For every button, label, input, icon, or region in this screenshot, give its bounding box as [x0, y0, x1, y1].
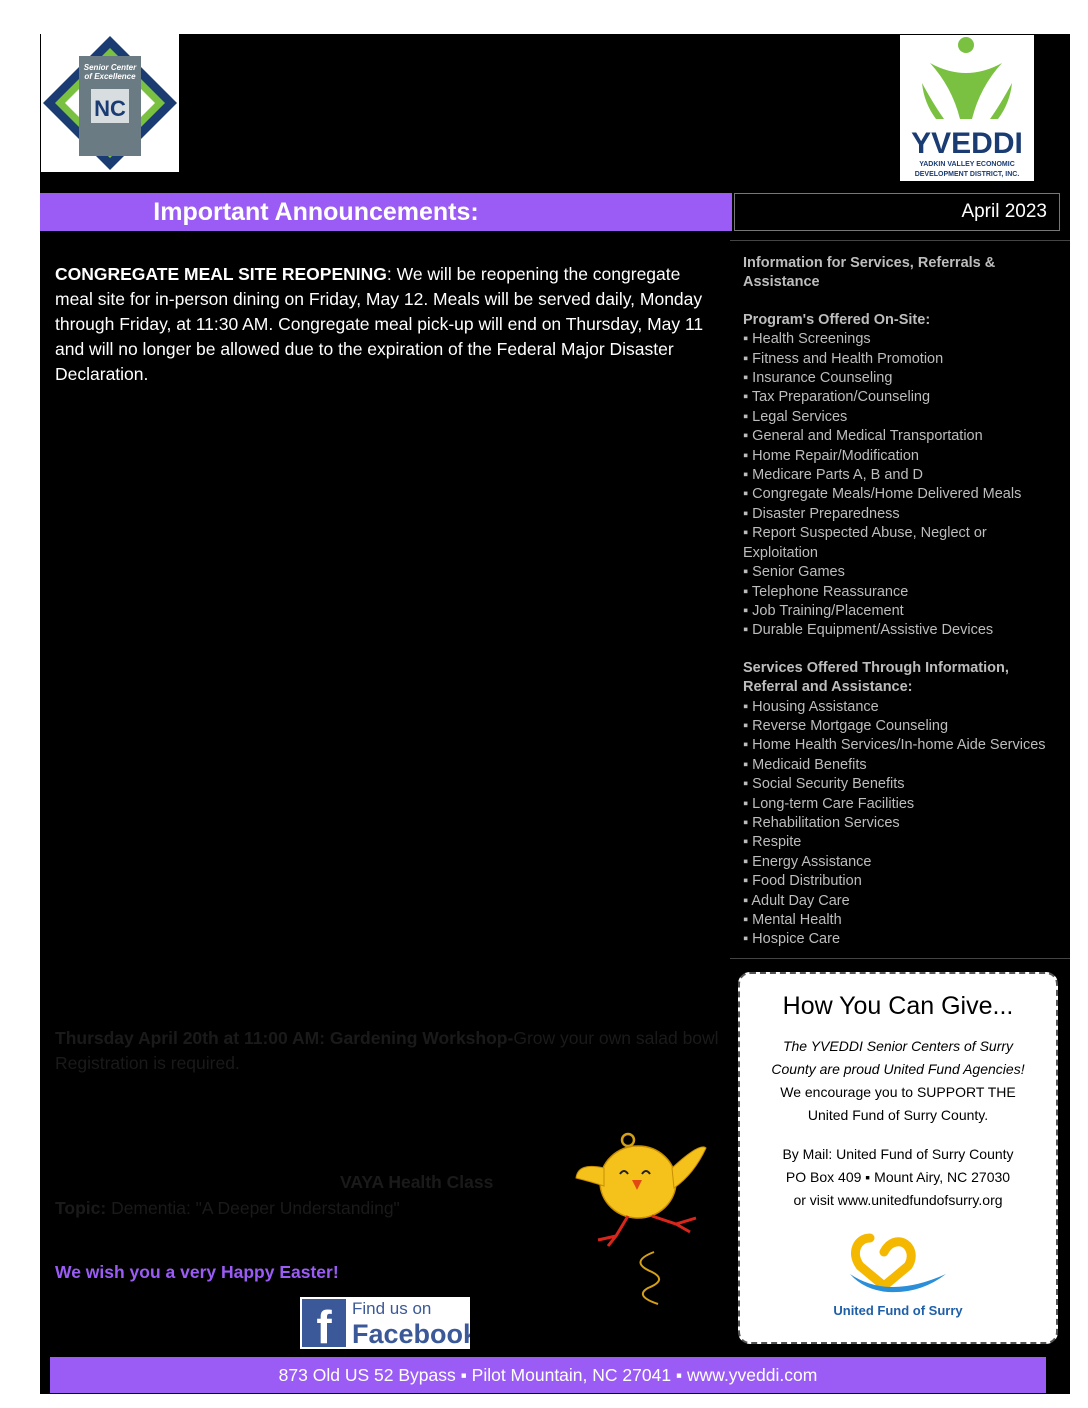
logo-text-1: Senior Center — [83, 63, 137, 72]
give-paragraph — [740, 1035, 1056, 1127]
yveddi-sub-1: YADKIN VALLEY ECONOMIC — [919, 161, 1015, 168]
referral-item: ▪ Mental Health — [743, 912, 842, 928]
onsite-heading: Program's Offered On-Site: — [743, 311, 931, 328]
vaya-topic-label: Topic: — [55, 1198, 107, 1218]
announcement-lead: CONGREGATE MEAL SITE REOPENING — [55, 264, 387, 284]
garden-body: Grow your own salad bowl — [513, 1028, 719, 1048]
referral-item: ▪ Medicaid Benefits — [743, 756, 867, 773]
easter-greeting: We wish you a very Happy Easter! — [55, 1262, 339, 1282]
referral-item: ▪ Home Health Services/In-home Aide Services — [743, 737, 1046, 754]
referral-item: ▪ Reverse Mortgage Counseling — [743, 717, 949, 734]
referral-item: ▪ Housing Assistance — [743, 698, 879, 715]
vaya-topic-text: Dementia: "A Deeper Understanding" — [106, 1198, 400, 1218]
give-mail-info — [740, 1143, 1056, 1212]
onsite-item: ▪ Home Repair/Modification — [743, 447, 919, 464]
announcements-title: Important Announcements: — [153, 197, 479, 226]
referral-item: ▪ Social Security Benefits — [743, 776, 905, 793]
meal-site-announcement — [55, 262, 720, 387]
facebook-badge[interactable] — [300, 1297, 470, 1349]
logo-nc: NC — [94, 96, 126, 121]
give-title: How You Can Give... — [782, 992, 1014, 1020]
yveddi-name: YVEDDI — [911, 127, 1023, 160]
easter-chick-icon — [568, 1112, 718, 1322]
issue-date: April 2023 — [961, 201, 1047, 222]
onsite-item: ▪ Durable Equipment/Assistive Devices — [743, 622, 994, 639]
united-fund-logo-text: United Fund of Surry — [833, 1303, 963, 1318]
gardening-workshop — [55, 1026, 719, 1076]
referral-item: ▪ Long-term Care Facilities — [743, 795, 915, 812]
referral-item: ▪ Food Distribution — [743, 873, 862, 890]
onsite-item: ▪ General and Medical Transportation — [743, 428, 983, 445]
united-fund-logo — [828, 1230, 968, 1320]
give-line-4: United Fund of Surry County. — [807, 1107, 989, 1123]
referral-item: ▪ Energy Assistance — [743, 853, 872, 870]
sidebar-bottom-divider — [730, 958, 1070, 959]
onsite-item: ▪ Insurance Counseling — [743, 370, 893, 387]
onsite-item: ▪ Senior Games — [743, 564, 845, 581]
logo-text-2: of Excellence — [84, 72, 136, 81]
svg-text:f: f — [316, 1301, 332, 1349]
mail-line-2: PO Box 409 ▪ Mount Airy, NC 27030 — [785, 1169, 1011, 1185]
services-sidebar — [743, 254, 1063, 950]
onsite-item: ▪ Tax Preparation/Counseling — [743, 389, 931, 406]
give-line-3: We encourage you to SUPPORT THE — [780, 1084, 1016, 1100]
facebook-line-1: Find us on — [352, 1299, 432, 1318]
give-line-1: The YVEDDI Senior Centers of Surry — [782, 1038, 1014, 1054]
onsite-item: ▪ Telephone Reassurance — [743, 583, 909, 600]
facebook-line-2: Facebook — [352, 1319, 470, 1349]
referral-item: ▪ Adult Day Care — [743, 892, 850, 909]
announcements-header — [40, 193, 732, 231]
onsite-item: ▪ Fitness and Health Promotion — [743, 350, 944, 367]
how-you-can-give-box — [738, 972, 1058, 1344]
sidebar-top-divider — [730, 240, 1070, 241]
vaya-topic — [55, 1196, 400, 1221]
yveddi-logo — [900, 35, 1034, 181]
yveddi-sub-2: DEVELOPMENT DISTRICT, INC. — [914, 171, 1020, 178]
footer-bar — [50, 1357, 1046, 1393]
onsite-list — [743, 330, 1063, 641]
onsite-item: ▪ Legal Services — [743, 408, 848, 425]
garden-lead: Thursday April 20th at 11:00 AM: Gardening Workshop- — [55, 1028, 514, 1048]
mail-line-3[interactable]: or visit www.unitedfundofsurry.org — [793, 1192, 1003, 1208]
date-box — [734, 193, 1060, 231]
give-line-2: County are proud United Fund Agencies! — [771, 1061, 1025, 1077]
onsite-item: ▪ Job Training/Placement — [743, 602, 904, 619]
onsite-item: ▪ Congregate Meals/Home Delivered Meals — [743, 486, 1022, 503]
senior-center-logo — [41, 34, 179, 172]
announcement-body: : We will be reopening the congregate meal site for in-person dining on Friday, May 12. Meals will be served daily, Monday through Friday, at 11:30 AM. Congregate meal pick-up will end on Thursday, May 11 and will no longer be allowed due to the expiration of the Federal Major Disaster Declaration. — [55, 264, 704, 384]
onsite-item: ▪ Report Suspected Abuse, Neglect or Exploitation — [743, 525, 987, 561]
footer-address: 873 Old US 52 Bypass ▪ Pilot Mountain, NC 27041 ▪ www.yveddi.com — [278, 1364, 818, 1385]
referral-item: ▪ Rehabilitation Services — [743, 814, 900, 831]
referral-item: ▪ Respite — [743, 834, 802, 851]
referral-heading: Services Offered Through Information, Referral and Assistance: — [743, 659, 1009, 696]
referral-item: ▪ Hospice Care — [743, 931, 841, 948]
referral-list — [743, 698, 1063, 950]
mail-line-1: By Mail: United Fund of Surry County — [782, 1146, 1014, 1162]
info-heading: Information for Services, Referrals & Assistance — [743, 255, 996, 291]
onsite-item: ▪ Medicare Parts A, B and D — [743, 467, 924, 484]
onsite-item: ▪ Health Screenings — [743, 331, 871, 348]
onsite-item: ▪ Disaster Preparedness — [743, 505, 900, 522]
garden-note: Registration is required. — [55, 1053, 240, 1073]
vaya-title: VAYA Health Class — [340, 1172, 494, 1192]
